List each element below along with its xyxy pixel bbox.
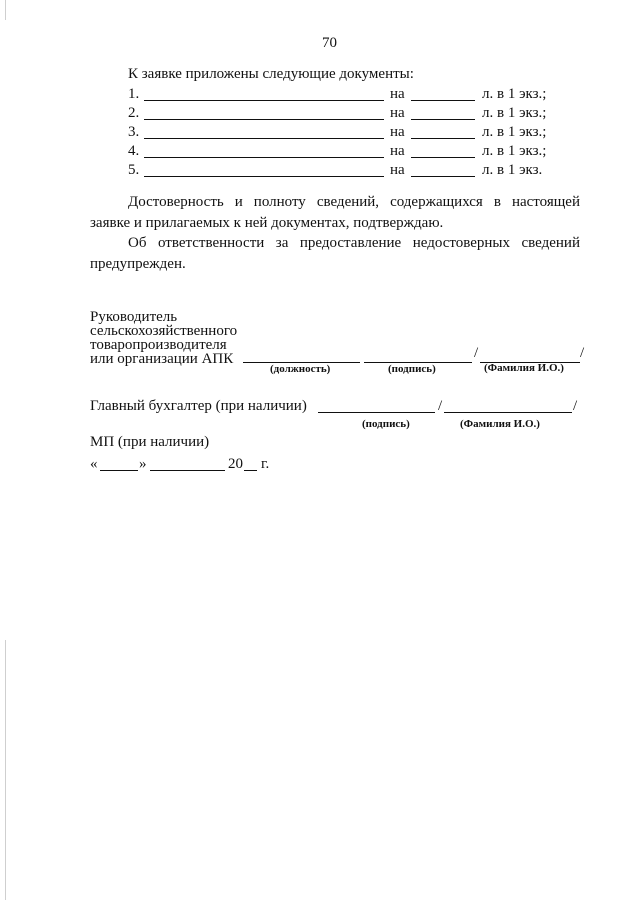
attachment-copies: л. в 1 экз.;	[482, 105, 547, 121]
attachments-heading: К заявке приложены следующие документы:	[128, 66, 414, 82]
responsibility-paragraph: Об ответственности за предоставление недостоверных сведений предупрежден.	[90, 235, 580, 272]
attachment-name-field[interactable]	[144, 138, 384, 139]
attachment-name-field[interactable]	[144, 176, 384, 177]
attachment-pages-field[interactable]	[411, 176, 475, 177]
date-year-field[interactable]	[244, 470, 257, 471]
attachment-pages-field[interactable]	[411, 157, 475, 158]
attachment-name-field[interactable]	[144, 119, 384, 120]
attachment-na: на	[390, 162, 405, 178]
head-title-line: сельскохозяйственного	[90, 323, 238, 339]
head-title-line: Руководитель	[90, 309, 178, 325]
attachment-copies: л. в 1 экз.;	[482, 143, 547, 159]
attachment-pages-field[interactable]	[411, 100, 475, 101]
date-year-prefix: 20	[228, 456, 243, 472]
scan-edge-mark	[5, 640, 6, 900]
page-number: 70	[322, 35, 337, 51]
attachment-name-field[interactable]	[144, 100, 384, 101]
attachment-copies: л. в 1 экз.;	[482, 86, 547, 102]
head-slash: /	[474, 345, 479, 361]
attachment-name-field[interactable]	[144, 157, 384, 158]
accountant-label: Главный бухгалтер (при наличии)	[90, 398, 307, 414]
attachment-number: 4.	[128, 143, 140, 159]
head-title-line: или организации АПК	[90, 351, 234, 367]
head-title-line: товаропроизводителя	[90, 337, 227, 353]
head-caption-name: (Фамилия И.О.)	[484, 362, 564, 374]
head-slash: /	[580, 345, 585, 361]
accountant-caption-name: (Фамилия И.О.)	[460, 418, 540, 430]
attachment-number: 1.	[128, 86, 140, 102]
date-year-suffix: г.	[261, 456, 270, 472]
attachment-copies: л. в 1 экз.;	[482, 124, 547, 140]
attachment-pages-field[interactable]	[411, 119, 475, 120]
attachment-copies: л. в 1 экз.	[482, 162, 543, 178]
head-caption-signature: (подпись)	[388, 363, 436, 375]
head-caption-position: (должность)	[270, 363, 331, 375]
accountant-name-field[interactable]	[444, 412, 572, 413]
attachment-na: на	[390, 105, 405, 121]
attachment-na: на	[390, 143, 405, 159]
date-open-quote: «	[90, 456, 98, 472]
attachment-number: 3.	[128, 124, 140, 140]
attachment-pages-field[interactable]	[411, 138, 475, 139]
date-day-field[interactable]	[100, 470, 138, 471]
attachment-na: на	[390, 86, 405, 102]
attachment-na: на	[390, 124, 405, 140]
date-close-quote: »	[139, 456, 147, 472]
accountant-caption-signature: (подпись)	[362, 418, 410, 430]
date-month-field[interactable]	[150, 470, 225, 471]
attachment-number: 5.	[128, 162, 140, 178]
accountant-signature-field[interactable]	[318, 412, 435, 413]
accountant-slash: /	[573, 398, 578, 414]
confirmation-paragraph: Достоверность и полноту сведений, содержащихся в настоящей заявке и прилагаемых к ней документах, подтверждаю.	[90, 194, 580, 231]
attachment-number: 2.	[128, 105, 140, 121]
accountant-slash: /	[438, 398, 443, 414]
stamp-label: МП (при наличии)	[90, 434, 210, 450]
scan-edge-mark	[5, 0, 6, 20]
